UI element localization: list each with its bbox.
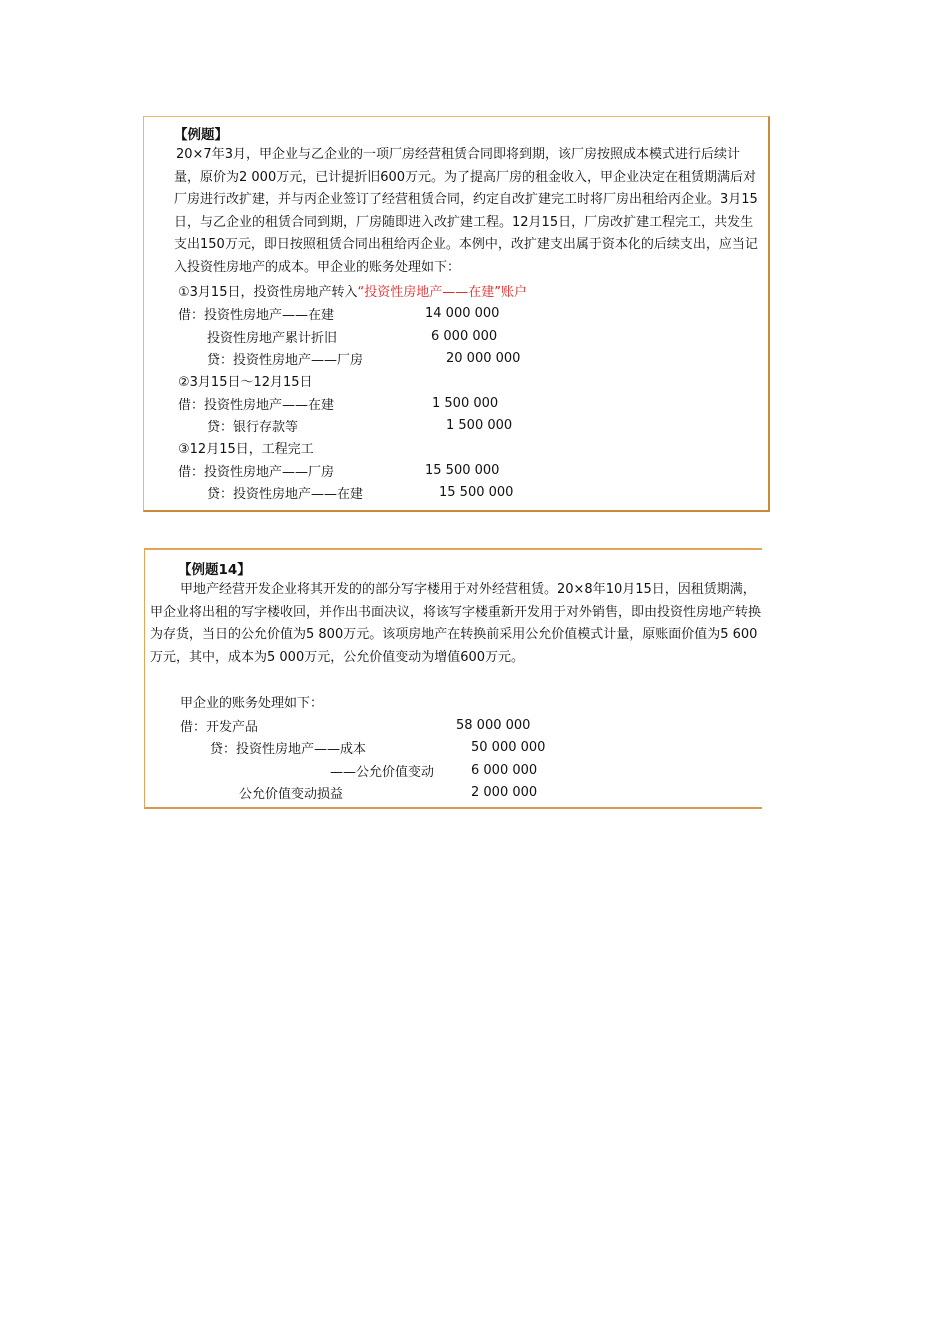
journal-line: 投资性房地产累计折旧 (207, 331, 338, 346)
journal-amount: 1 500 000 (432, 396, 499, 411)
journal-line: 公允价值变动损益 (239, 787, 344, 802)
journal-amount: 6 000 000 (471, 763, 538, 778)
journal-line: 借：投资性房地产——在建 (178, 308, 335, 323)
step-1-heading (178, 281, 527, 300)
example-box-2 (144, 548, 762, 809)
journal-line: 贷：银行存款等 (207, 420, 299, 435)
journal-amount: 15 500 000 (425, 463, 500, 478)
journal-line: 借：投资性房地产——在建 (178, 398, 335, 413)
example-paragraph: 甲地产经营开发企业将其开发的的部分写字楼用于对外经营租赁。20×8年10月15日，因租赁期满，甲企业将出租的写字楼收回，并作出书面决议，将该写字楼重新开发用于对外销售，即由投资性房地产转换为存货，当日的公允价值为5 800万元。该项房地产在转换前采用公允价值模式计量，原账面价值为5 600万元，其中，成本为5 000万元，公允价值变动为增值600万元。 (150, 582, 762, 665)
step-2-heading: ②3月15日～12月15日 (178, 375, 313, 390)
journal-amount: 6 000 000 (431, 329, 498, 344)
journal-intro: 甲企业的账务处理如下： (180, 696, 324, 711)
step-1-prefix: ①3月15日，投资性房地产转入 (178, 285, 358, 300)
step-3-heading: ③12月15日，工程完工 (178, 442, 314, 457)
example-title: 【例题14】 (178, 562, 251, 578)
journal-amount: 50 000 000 (471, 740, 546, 755)
journal-amount: 58 000 000 (456, 718, 531, 733)
step-1-account-highlight: “投资性房地产——在建”账户 (357, 285, 527, 300)
example-title: 【例题】 (174, 127, 228, 143)
example-box-1 (143, 116, 770, 512)
journal-line: ——公允价值变动 (330, 765, 435, 780)
journal-line: 借：投资性房地产——厂房 (178, 465, 335, 480)
journal-line: 贷：投资性房地产——成本 (210, 742, 367, 757)
journal-amount: 15 500 000 (439, 485, 514, 500)
journal-amount: 20 000 000 (446, 351, 521, 366)
example-paragraph: 20×7年3月，甲企业与乙企业的一项厂房经营租赁合同即将到期，该厂房按照成本模式进行后续计量，原价为2 000万元，已计提折旧600万元。为了提高厂房的租金收入，甲企业决定在租赁期满后对厂房进行改扩建，并与丙企业签订了经营租赁合同，约定自改扩建完工时将厂房出租给丙企业。3月15日，与乙企业的租赁合同到期，厂房随即进入改扩建工程。12月15日，厂房改扩建工程完工，共发生支出150万元，即日按照租赁合同出租给丙企业。本例中，改扩建支出属于资本化的后续支出，应当记入投资性房地产的成本。甲企业的账务处理如下： (174, 147, 758, 275)
journal-line: 贷：投资性房地产——厂房 (207, 353, 364, 368)
journal-line: 借：开发产品 (180, 720, 259, 735)
journal-amount: 1 500 000 (446, 418, 513, 433)
journal-line: 贷：投资性房地产——在建 (207, 487, 364, 502)
journal-amount: 14 000 000 (425, 306, 500, 321)
journal-amount: 2 000 000 (471, 785, 538, 800)
